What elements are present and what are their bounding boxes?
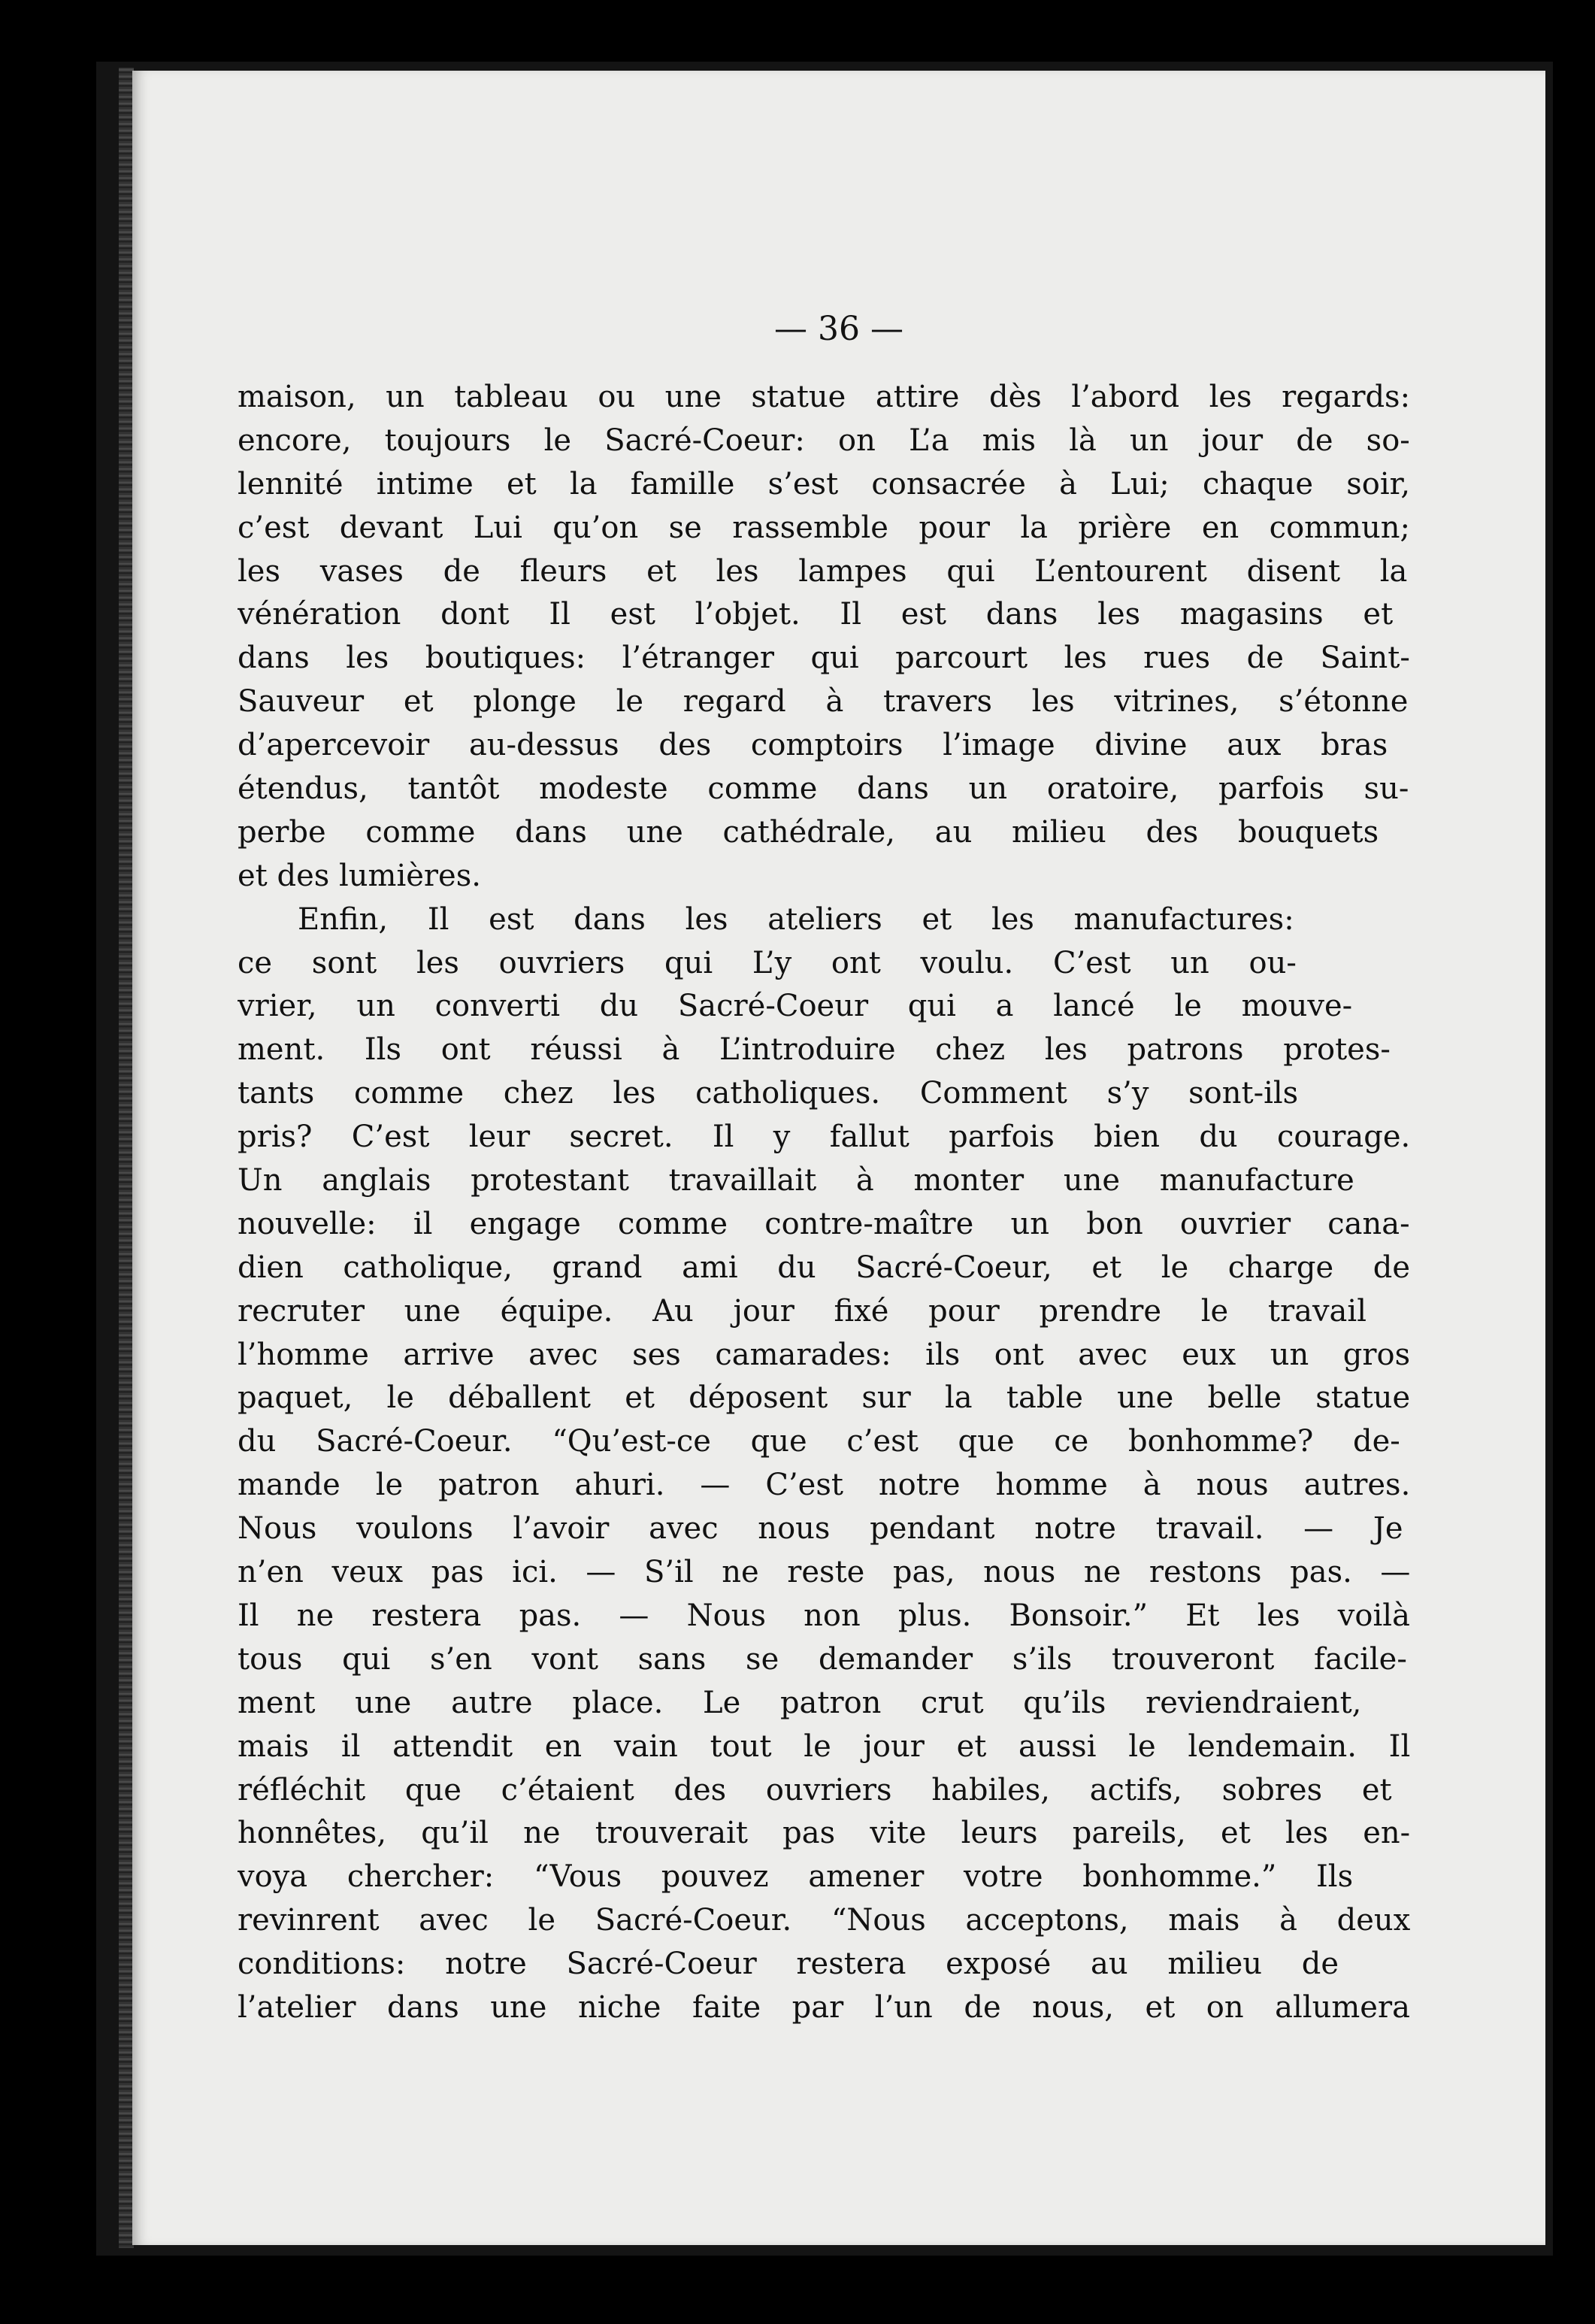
- text-line: revinrent avec le Sacré-Coeur. “Nous acceptons, mais à deux: [238, 1903, 1410, 1938]
- text-line: encore, toujours le Sacré-Coeur: on L’a mis là un jour de so-: [238, 423, 1410, 458]
- text-line: réfléchit que c’étaient des ouvriers habiles, actifs, sobres et: [238, 1772, 1392, 1807]
- text-line: conditions: notre Sacré-Coeur restera exposé au milieu de: [238, 1947, 1339, 1982]
- text-line: recruter une équipe. Au jour fixé pour prendre le travail: [238, 1293, 1366, 1329]
- text-line: dans les boutiques: l’étranger qui parcourt les rues de Saint-: [238, 641, 1410, 676]
- text-line: mais il attendit en vain tout le jour et aussi le lendemain. Il: [238, 1729, 1410, 1764]
- text-line: lennité intime et la famille s’est consacrée à Lui; chaque soir,: [238, 466, 1410, 501]
- text-line: ce sont les ouvriers qui L’y ont voulu. C’est un ou-: [238, 945, 1297, 980]
- text-line: voya chercher: “Vous pouvez amener votre bonhomme.” Ils: [238, 1859, 1354, 1895]
- text-line: tous qui s’en vont sans se demander s’ils trouveront facile-: [238, 1641, 1407, 1677]
- text-line: c’est devant Lui qu’on se rassemble pour la prière en commun;: [238, 510, 1410, 545]
- text-line: l’homme arrive avec ses camarades: ils ont avec eux un gros: [238, 1337, 1410, 1372]
- text-line: vrier, un converti du Sacré-Coeur qui a lancé le mouve-: [238, 989, 1353, 1024]
- text-line: paquet, le déballent et déposent sur la table une belle statue: [238, 1380, 1410, 1416]
- text-line: nouvelle: il engage comme contre-maître un bon ouvrier cana-: [238, 1206, 1410, 1241]
- text-line: maison, un tableau ou une statue attire dès l’abord les regards:: [238, 380, 1410, 414]
- text-line: mande le patron ahuri. — C’est notre homme à nous autres.: [238, 1468, 1410, 1503]
- text-line: vénération dont Il est l’objet. Il est dans les magasins et: [238, 597, 1394, 632]
- text-line: Enfin, Il est dans les ateliers et les manufactures:: [298, 901, 1294, 937]
- text-line: du Sacré-Coeur. “Qu’est-ce que c’est que ce bonhomme? de-: [238, 1424, 1400, 1459]
- text-line: n’en veux pas ici. — S’il ne reste pas, nous ne restons pas. —: [238, 1555, 1410, 1590]
- text-line: l’atelier dans une niche faite par l’un de nous, et on allumera: [238, 1989, 1410, 2025]
- text-line: les vases de fleurs et les lampes qui L’entourent disent la: [238, 553, 1408, 589]
- page-number: — 36 —: [774, 310, 903, 348]
- text-line: tants comme chez les catholiques. Comment s’y sont-ils: [238, 1076, 1299, 1111]
- text-line: Sauveur et plonge le regard à travers les vitrines, s’étonne: [238, 684, 1409, 720]
- text-line: pris? C’est leur secret. Il y fallut parfois bien du courage.: [238, 1120, 1410, 1155]
- text-line: Un anglais protestant travaillait à monter une manufacture: [238, 1163, 1354, 1198]
- text-line: d’apercevoir au-dessus des comptoirs l’image divine aux bras: [238, 728, 1388, 763]
- scan-artifact-mark: [1290, 2286, 1330, 2299]
- text-line: dien catholique, grand ami du Sacré-Coeur, et le charge de: [238, 1250, 1410, 1285]
- text-line: honnêtes, qu’il ne trouverait pas vite leurs pareils, et les en-: [238, 1816, 1410, 1851]
- page-spine-edge: [119, 68, 134, 2248]
- text-line: perbe comme dans une cathédrale, au milieu des bouquets: [238, 814, 1379, 850]
- text-line: ment une autre place. Le patron crut qu’ils reviendraient,: [238, 1685, 1362, 1720]
- body-text: [238, 376, 1410, 2030]
- text-line: Il ne restera pas. — Nous non plus. Bonsoir.” Et les voilà: [238, 1598, 1410, 1633]
- text-line: ment. Ils ont réussi à L’introduire chez les patrons protes-: [238, 1032, 1391, 1068]
- text-line: et des lumières.: [238, 858, 481, 893]
- text-line: Nous voulons l’avoir avec nous pendant notre travail. — Je: [238, 1511, 1403, 1547]
- text-line: étendus, tantôt modeste comme dans un oratoire, parfois su-: [238, 771, 1409, 807]
